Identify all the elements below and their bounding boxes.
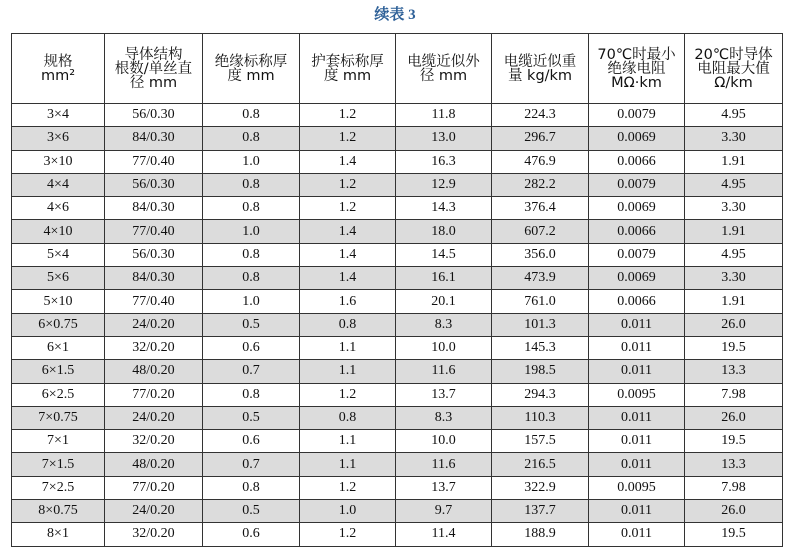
cell-insulation-resistance: 0.0079 (589, 243, 685, 266)
cell-insulation-thickness: 0.8 (203, 197, 300, 220)
cell-outer-diameter: 14.5 (396, 243, 492, 266)
cell-spec: 8×1 (12, 523, 105, 546)
cell-weight: 282.2 (492, 173, 589, 196)
cell-weight: 322.9 (492, 476, 589, 499)
cell-insulation-thickness: 0.8 (203, 383, 300, 406)
cell-conductor-resistance: 1.91 (685, 290, 783, 313)
table-caption: 续表 3 (374, 7, 416, 23)
table-row (12, 290, 783, 313)
cell-insulation-thickness: 0.8 (203, 476, 300, 499)
cell-insulation-resistance: 0.011 (589, 313, 685, 336)
cell-conductor-resistance: 3.30 (685, 197, 783, 220)
table-row (12, 127, 783, 150)
table-row (12, 360, 783, 383)
cell-weight: 296.7 (492, 127, 589, 150)
cell-insulation-thickness: 1.0 (203, 290, 300, 313)
cell-weight: 101.3 (492, 313, 589, 336)
cell-spec: 4×10 (12, 220, 105, 243)
cell-sheath-thickness: 1.0 (300, 500, 396, 523)
table-row (12, 173, 783, 196)
cell-insulation-resistance: 0.0069 (589, 267, 685, 290)
cell-conductor-structure: 77/0.40 (105, 150, 203, 173)
cell-conductor-resistance: 3.30 (685, 127, 783, 150)
cell-conductor-structure: 77/0.20 (105, 476, 203, 499)
cell-conductor-resistance: 19.5 (685, 430, 783, 453)
cell-sheath-thickness: 1.1 (300, 360, 396, 383)
cell-conductor-resistance: 13.3 (685, 453, 783, 476)
header-weight: 电缆近似重 量 kg/km (492, 34, 589, 104)
cell-insulation-resistance: 0.011 (589, 336, 685, 359)
cell-outer-diameter: 11.6 (396, 453, 492, 476)
table-row (12, 500, 783, 523)
cell-conductor-resistance: 1.91 (685, 150, 783, 173)
header-insulation-thickness: 绝缘标称厚 度 mm (203, 34, 300, 104)
cell-outer-diameter: 10.0 (396, 430, 492, 453)
cell-spec: 5×10 (12, 290, 105, 313)
cell-insulation-resistance: 0.0095 (589, 383, 685, 406)
cell-spec: 5×6 (12, 267, 105, 290)
cell-insulation-resistance: 0.011 (589, 523, 685, 546)
cell-weight: 110.3 (492, 406, 589, 429)
cell-insulation-thickness: 0.8 (203, 243, 300, 266)
table-row (12, 267, 783, 290)
cell-conductor-structure: 24/0.20 (105, 313, 203, 336)
cell-weight: 188.9 (492, 523, 589, 546)
cell-insulation-resistance: 0.011 (589, 430, 685, 453)
cell-outer-diameter: 9.7 (396, 500, 492, 523)
table-row (12, 453, 783, 476)
header-row (12, 34, 783, 104)
cell-conductor-structure: 32/0.20 (105, 430, 203, 453)
cell-insulation-thickness: 0.5 (203, 313, 300, 336)
cell-conductor-resistance: 26.0 (685, 406, 783, 429)
cell-sheath-thickness: 1.1 (300, 336, 396, 359)
cell-insulation-resistance: 0.0079 (589, 104, 685, 127)
cell-insulation-thickness: 0.6 (203, 336, 300, 359)
header-sheath-thickness: 护套标称厚 度 mm (300, 34, 396, 104)
cell-outer-diameter: 8.3 (396, 313, 492, 336)
table-row (12, 336, 783, 359)
cell-insulation-thickness: 1.0 (203, 150, 300, 173)
cell-insulation-thickness: 0.7 (203, 453, 300, 476)
table-row (12, 430, 783, 453)
cell-spec: 7×1 (12, 430, 105, 453)
cell-weight: 157.5 (492, 430, 589, 453)
cell-sheath-thickness: 1.2 (300, 104, 396, 127)
cell-conductor-resistance: 4.95 (685, 243, 783, 266)
cell-spec: 6×0.75 (12, 313, 105, 336)
cell-conductor-resistance: 19.5 (685, 336, 783, 359)
cell-insulation-thickness: 0.8 (203, 127, 300, 150)
cell-outer-diameter: 12.9 (396, 173, 492, 196)
header-insulation-resistance: 70℃时最小 绝缘电阻 MΩ·km (589, 34, 685, 104)
cell-weight: 294.3 (492, 383, 589, 406)
cell-sheath-thickness: 1.2 (300, 383, 396, 406)
cell-insulation-resistance: 0.0066 (589, 150, 685, 173)
cell-conductor-structure: 32/0.20 (105, 336, 203, 359)
table-row (12, 523, 783, 546)
cell-insulation-resistance: 0.011 (589, 360, 685, 383)
cell-outer-diameter: 13.7 (396, 383, 492, 406)
cell-outer-diameter: 11.8 (396, 104, 492, 127)
cell-outer-diameter: 18.0 (396, 220, 492, 243)
table-row (12, 104, 783, 127)
cell-insulation-thickness: 0.8 (203, 173, 300, 196)
cell-spec: 3×10 (12, 150, 105, 173)
cell-conductor-structure: 56/0.30 (105, 173, 203, 196)
cell-conductor-structure: 77/0.40 (105, 290, 203, 313)
cell-spec: 6×2.5 (12, 383, 105, 406)
table-row (12, 406, 783, 429)
cell-conductor-structure: 48/0.20 (105, 453, 203, 476)
cell-insulation-resistance: 0.0066 (589, 290, 685, 313)
cell-conductor-resistance: 19.5 (685, 523, 783, 546)
cell-insulation-thickness: 0.5 (203, 500, 300, 523)
table-row (12, 383, 783, 406)
cell-conductor-structure: 24/0.20 (105, 500, 203, 523)
cell-sheath-thickness: 1.1 (300, 453, 396, 476)
cell-spec: 4×4 (12, 173, 105, 196)
cell-weight: 761.0 (492, 290, 589, 313)
cell-conductor-structure: 84/0.30 (105, 127, 203, 150)
cell-insulation-resistance: 0.0066 (589, 220, 685, 243)
cell-sheath-thickness: 1.2 (300, 523, 396, 546)
cell-conductor-structure: 77/0.20 (105, 383, 203, 406)
cell-sheath-thickness: 1.6 (300, 290, 396, 313)
cell-sheath-thickness: 1.2 (300, 127, 396, 150)
cell-weight: 137.7 (492, 500, 589, 523)
cell-conductor-resistance: 4.95 (685, 104, 783, 127)
cell-outer-diameter: 11.4 (396, 523, 492, 546)
cell-insulation-resistance: 0.011 (589, 406, 685, 429)
cell-outer-diameter: 20.1 (396, 290, 492, 313)
cell-insulation-thickness: 0.6 (203, 430, 300, 453)
header-outer-diameter: 电缆近似外 径 mm (396, 34, 492, 104)
cell-conductor-structure: 77/0.40 (105, 220, 203, 243)
cell-insulation-thickness: 0.8 (203, 267, 300, 290)
cell-sheath-thickness: 1.2 (300, 197, 396, 220)
cell-conductor-structure: 56/0.30 (105, 104, 203, 127)
cell-spec: 7×1.5 (12, 453, 105, 476)
cell-weight: 476.9 (492, 150, 589, 173)
cell-conductor-resistance: 26.0 (685, 313, 783, 336)
cell-spec: 7×0.75 (12, 406, 105, 429)
table-row (12, 313, 783, 336)
cell-outer-diameter: 11.6 (396, 360, 492, 383)
cell-conductor-resistance: 7.98 (685, 383, 783, 406)
cell-insulation-thickness: 0.5 (203, 406, 300, 429)
cell-conductor-resistance: 3.30 (685, 267, 783, 290)
cell-insulation-thickness: 0.6 (203, 523, 300, 546)
cable-spec-table (11, 33, 783, 547)
cell-insulation-resistance: 0.0069 (589, 127, 685, 150)
cell-weight: 198.5 (492, 360, 589, 383)
cell-conductor-structure: 84/0.30 (105, 197, 203, 220)
table-row (12, 220, 783, 243)
table-row (12, 197, 783, 220)
cell-conductor-resistance: 7.98 (685, 476, 783, 499)
cell-conductor-structure: 84/0.30 (105, 267, 203, 290)
cell-outer-diameter: 10.0 (396, 336, 492, 359)
cell-weight: 145.3 (492, 336, 589, 359)
cell-insulation-thickness: 1.0 (203, 220, 300, 243)
cell-weight: 473.9 (492, 267, 589, 290)
cell-weight: 356.0 (492, 243, 589, 266)
cell-conductor-structure: 56/0.30 (105, 243, 203, 266)
cell-insulation-resistance: 0.011 (589, 453, 685, 476)
cell-sheath-thickness: 1.2 (300, 476, 396, 499)
cell-insulation-resistance: 0.0069 (589, 197, 685, 220)
cell-sheath-thickness: 1.1 (300, 430, 396, 453)
cell-weight: 376.4 (492, 197, 589, 220)
cell-conductor-structure: 24/0.20 (105, 406, 203, 429)
cell-outer-diameter: 16.3 (396, 150, 492, 173)
cell-spec: 7×2.5 (12, 476, 105, 499)
cell-outer-diameter: 8.3 (396, 406, 492, 429)
cell-sheath-thickness: 0.8 (300, 406, 396, 429)
table-row (12, 150, 783, 173)
cell-spec: 3×4 (12, 104, 105, 127)
cell-sheath-thickness: 1.4 (300, 220, 396, 243)
table-row (12, 243, 783, 266)
cell-conductor-resistance: 13.3 (685, 360, 783, 383)
table-row (12, 476, 783, 499)
cell-insulation-resistance: 0.0079 (589, 173, 685, 196)
cell-conductor-resistance: 1.91 (685, 220, 783, 243)
cell-spec: 3×6 (12, 127, 105, 150)
cell-insulation-resistance: 0.0095 (589, 476, 685, 499)
cell-conductor-structure: 32/0.20 (105, 523, 203, 546)
cell-weight: 607.2 (492, 220, 589, 243)
cell-weight: 224.3 (492, 104, 589, 127)
header-conductor-structure: 导体结构 根数/单丝直 径 mm (105, 34, 203, 104)
cell-spec: 6×1 (12, 336, 105, 359)
cell-sheath-thickness: 1.4 (300, 243, 396, 266)
cell-sheath-thickness: 1.2 (300, 173, 396, 196)
cell-spec: 6×1.5 (12, 360, 105, 383)
cell-sheath-thickness: 1.4 (300, 267, 396, 290)
cell-spec: 4×6 (12, 197, 105, 220)
header-spec: 规格 mm² (12, 34, 105, 104)
cell-outer-diameter: 14.3 (396, 197, 492, 220)
cell-conductor-resistance: 4.95 (685, 173, 783, 196)
cell-insulation-thickness: 0.8 (203, 104, 300, 127)
header-conductor-resistance: 20℃时导体 电阻最大值 Ω/km (685, 34, 783, 104)
cell-spec: 8×0.75 (12, 500, 105, 523)
cell-outer-diameter: 13.0 (396, 127, 492, 150)
cell-insulation-thickness: 0.7 (203, 360, 300, 383)
cell-sheath-thickness: 1.4 (300, 150, 396, 173)
cell-sheath-thickness: 0.8 (300, 313, 396, 336)
cell-conductor-structure: 48/0.20 (105, 360, 203, 383)
cell-spec: 5×4 (12, 243, 105, 266)
cell-outer-diameter: 13.7 (396, 476, 492, 499)
cell-insulation-resistance: 0.011 (589, 500, 685, 523)
cell-conductor-resistance: 26.0 (685, 500, 783, 523)
cell-outer-diameter: 16.1 (396, 267, 492, 290)
cell-weight: 216.5 (492, 453, 589, 476)
